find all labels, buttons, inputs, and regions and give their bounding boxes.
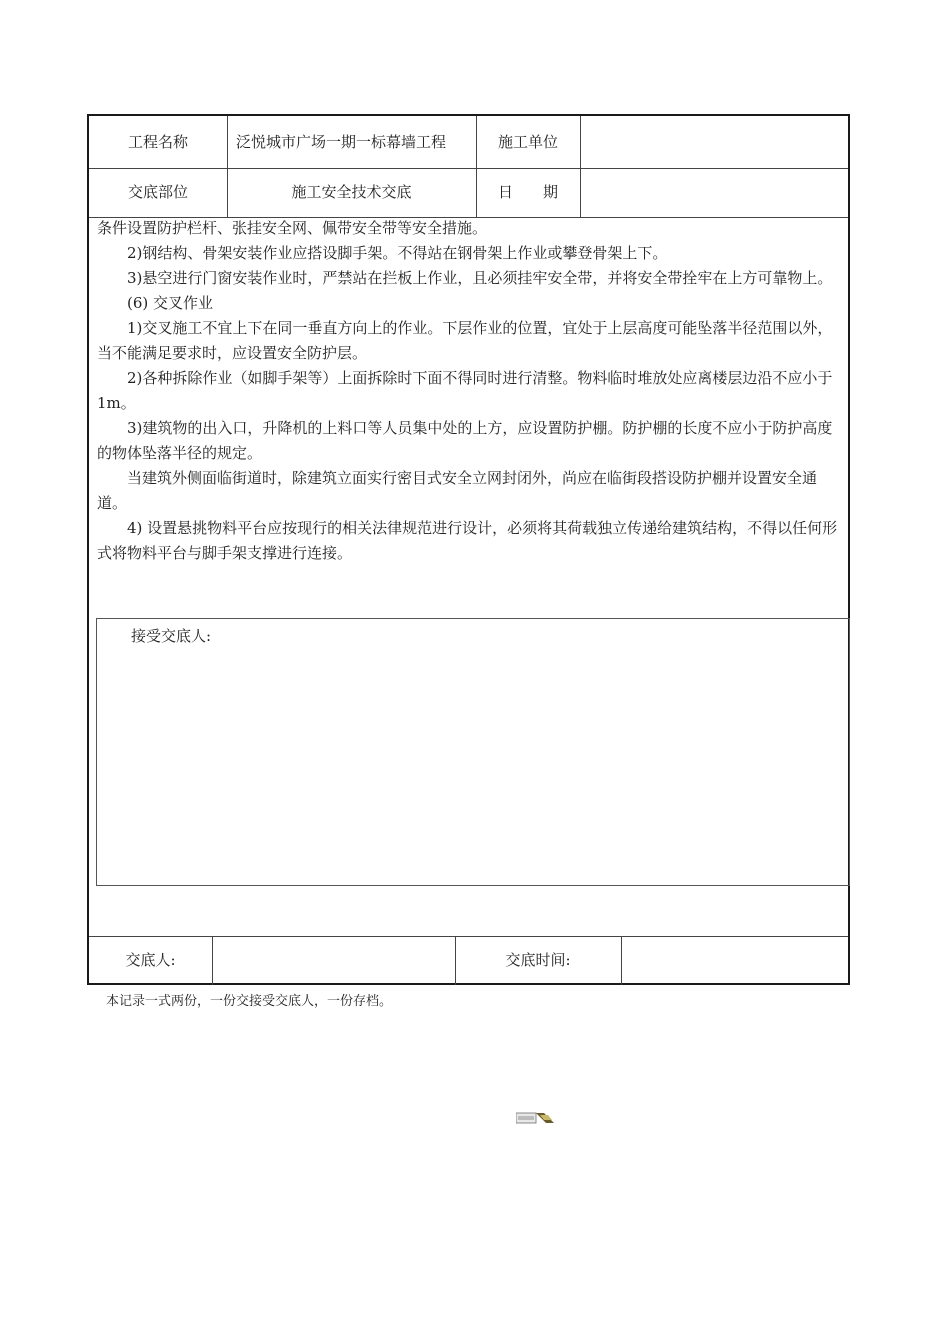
disclosure-part-label: 交底部位 — [127, 183, 188, 201]
receiver-label: 接受交底人: — [131, 627, 212, 645]
project-name-label: 工程名称 — [127, 132, 188, 151]
content-paragraph: 4) 设置悬挑物料平台应按现行的相关法律规范进行设计，必须将其荷载独立传递给建筑结构，不得以任何形式将物料平台与脚手架支撑进行连接。 — [97, 519, 838, 562]
date-value — [589, 168, 844, 217]
disclosure-time-value — [630, 936, 846, 985]
column-divider — [621, 936, 622, 985]
content-section-heading: (6) 交叉作业 — [127, 294, 214, 312]
construction-unit-label: 施工单位 — [497, 132, 558, 151]
content-paragraph: 当建筑外侧面临街道时，除建筑立面实行密目式安全立网封闭外，尚应在临街段搭设防护棚并设置安全通道。 — [97, 469, 818, 512]
content-paragraph: 3)悬空进行门窗安装作业时，严禁站在拦板上作业，且必须挂牢安全带，并将安全带拴牢在上方可靠物上。 — [127, 269, 833, 287]
stamp-icon — [516, 1111, 554, 1125]
record-footnote: 本记录一式两份，一份交接受交底人，一份存档。 — [106, 994, 393, 1009]
column-divider — [212, 936, 213, 985]
disclosure-form-table — [87, 114, 850, 985]
discloser-value — [221, 936, 451, 985]
content-paragraph: 2)钢结构、骨架安装作业应搭设脚手架。不得站在钢骨架上作业或攀登骨架上下。 — [127, 244, 668, 262]
disclosure-content — [97, 216, 845, 566]
construction-unit-value — [589, 116, 844, 168]
disclosure-part-value: 施工安全技术交底 — [291, 183, 412, 201]
discloser-label: 交底人: — [125, 951, 176, 969]
receiver-signature-box — [96, 618, 850, 886]
project-name-value: 泛悦城市广场一期一标幕墙工程 — [236, 132, 447, 151]
content-paragraph: 条件设置防护栏杆、张挂安全网、佩带安全带等安全措施。 — [97, 219, 488, 237]
content-paragraph: 1)交叉施工不宜上下在同一垂直方向上的作业。下层作业的位置，宜处于上层高度可能坠落半径范围以外，当不能满足要求时，应设置安全防护层。 — [97, 319, 833, 362]
content-paragraph: 2)各种拆除作业（如脚手架等）上面拆除时下面不得同时进行清整。物料临时堆放处应离楼层边沿不应小于1m。 — [97, 369, 833, 412]
date-label: 日 期 — [497, 183, 558, 201]
disclosure-time-label: 交底时间: — [505, 951, 571, 969]
column-divider — [580, 116, 581, 217]
content-paragraph: 3)建筑物的出入口，升降机的上料口等人员集中处的上方，应设置防护棚。防护棚的长度不应小于防护高度的物体坠落半径的规定。 — [97, 419, 833, 462]
